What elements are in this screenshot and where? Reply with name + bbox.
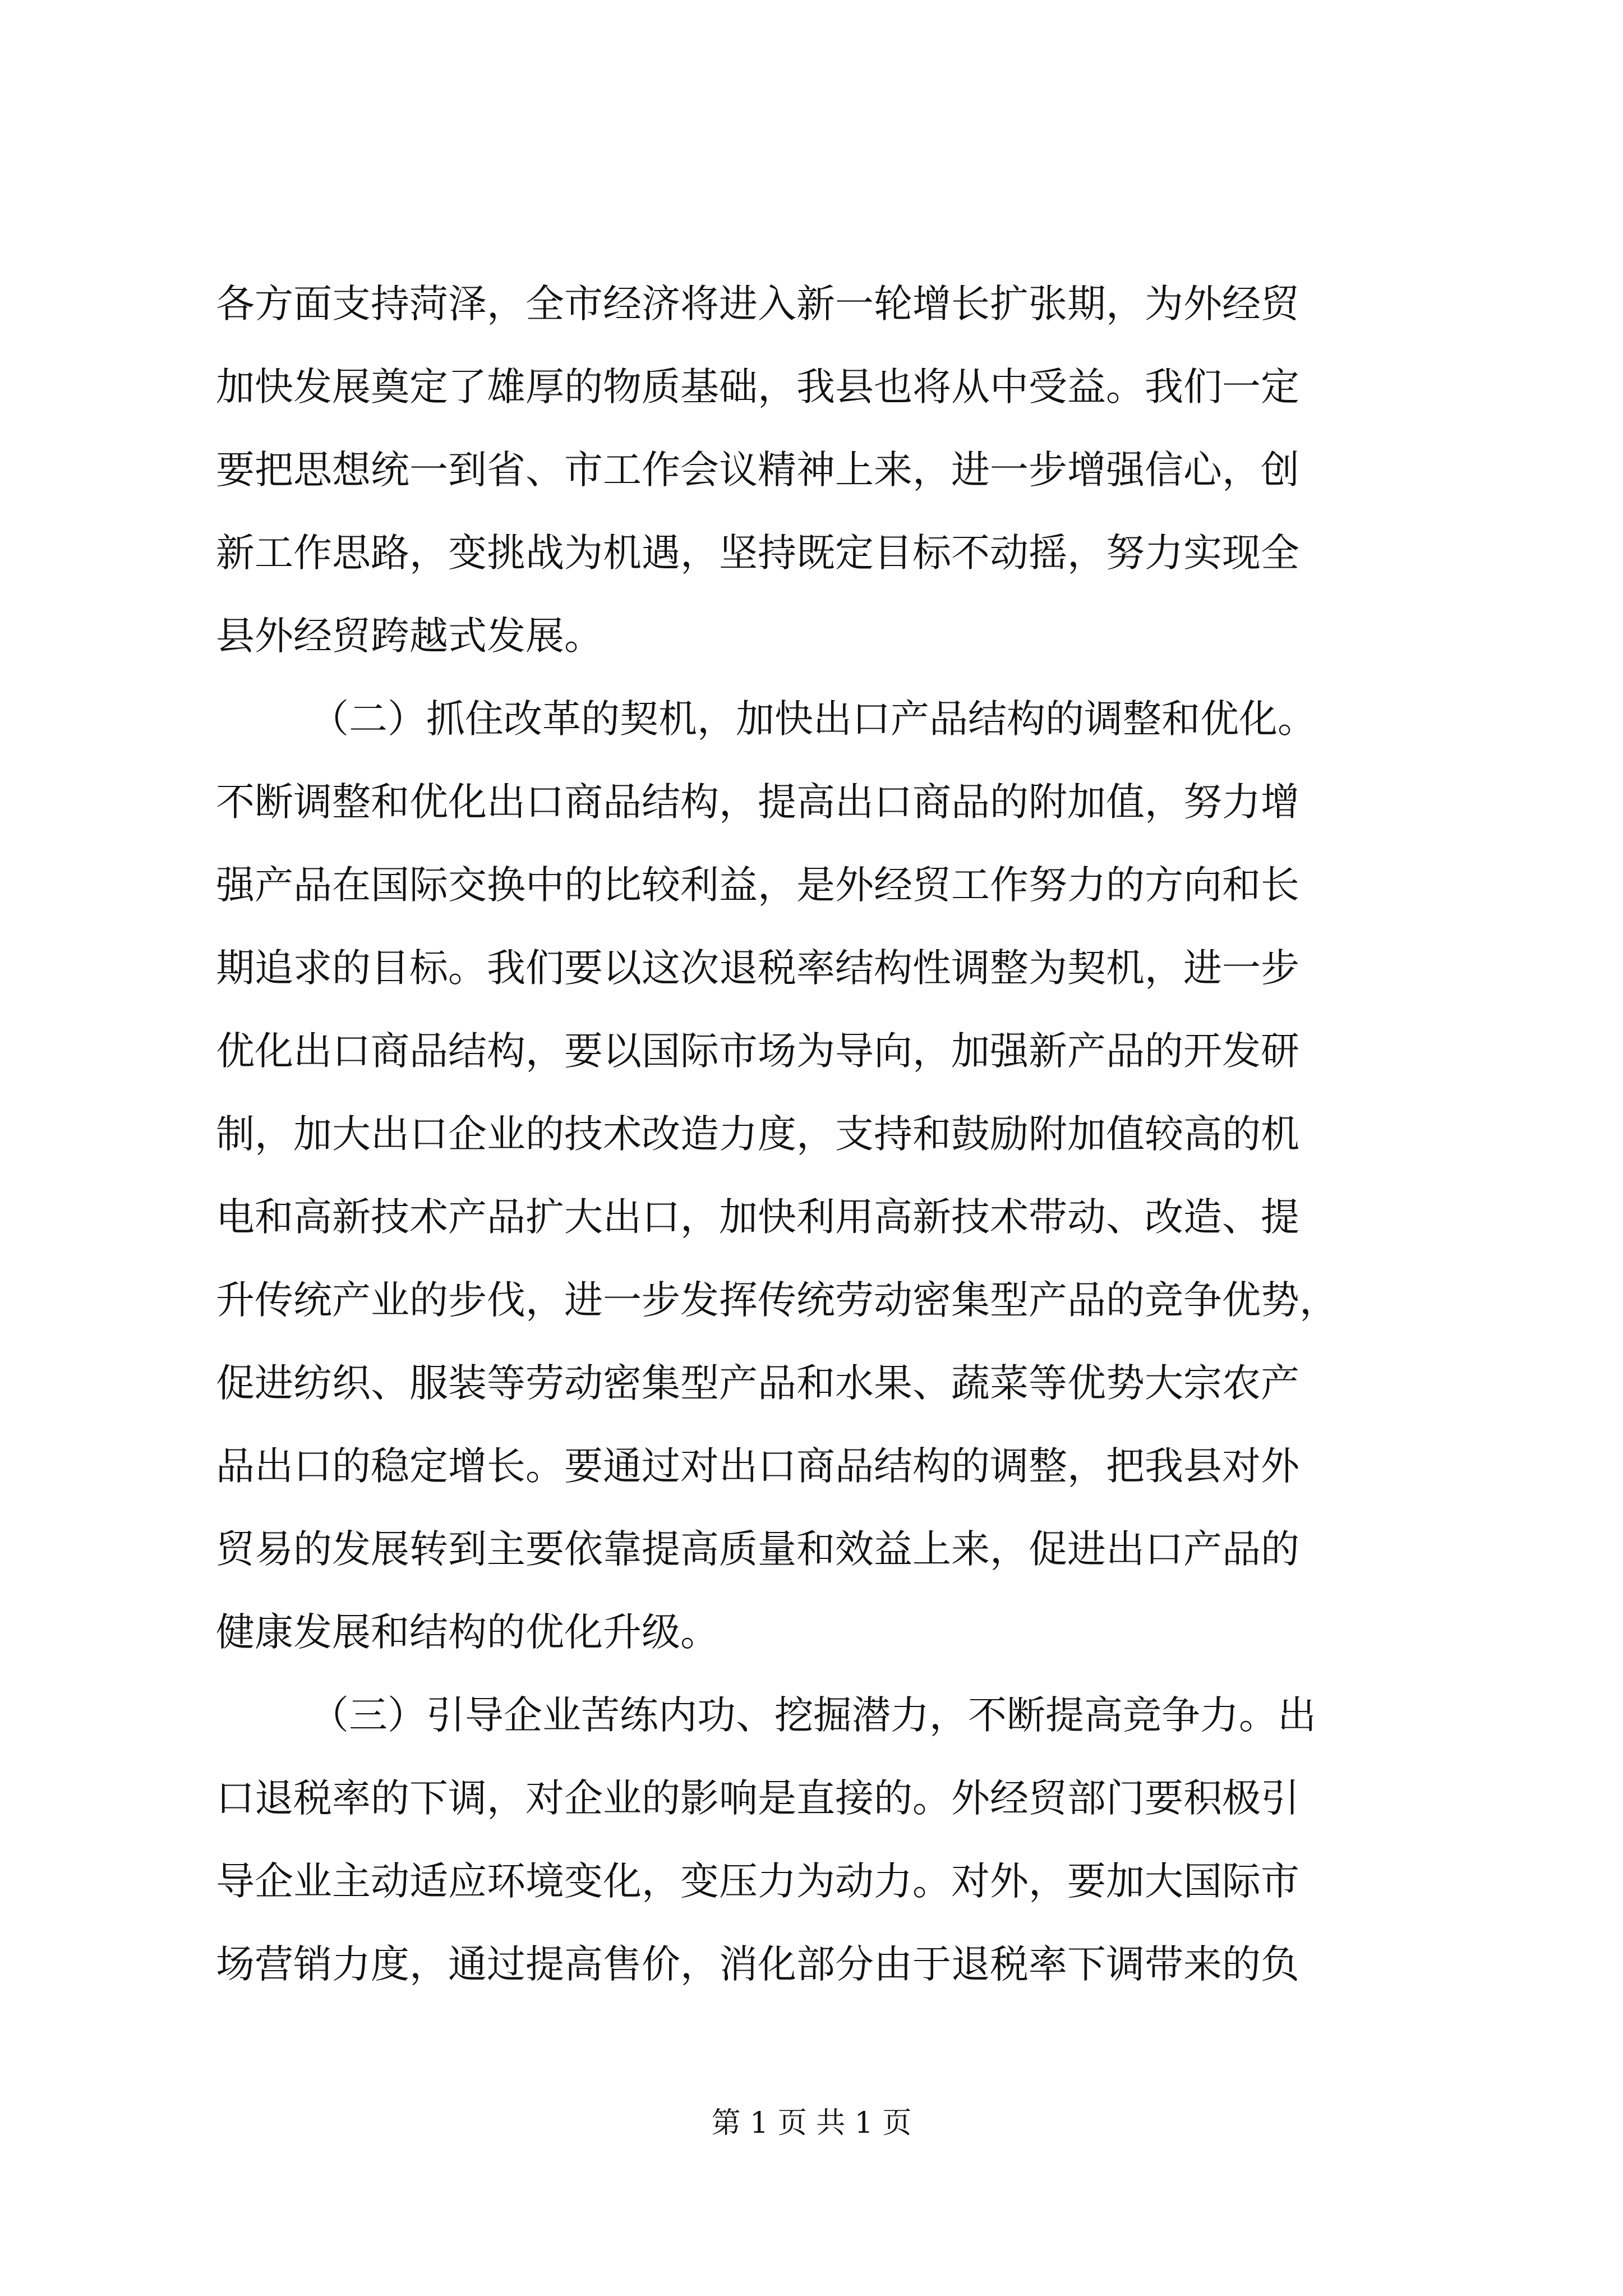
text-line: 口退税率的下调，对企业的影响是直接的。外经贸部门要积极引	[216, 1776, 1299, 1821]
text-line: 制，加大出口企业的技术改造力度，支持和鼓励附加值较高的机	[216, 1112, 1299, 1157]
section-heading-line: （二）抓住改革的契机，加快出口产品结构的调整和优化。	[310, 697, 1316, 742]
text-line: 不断调整和优化出口商品结构，提高出口商品的附加值，努力增	[216, 780, 1299, 825]
section-heading-line: （三）引导企业苦练内功、挖掘潜力，不断提高竞争力。出	[310, 1693, 1316, 1738]
text-line: 升传统产业的步伐，进一步发挥传统劳动密集型产品的竞争优势，	[216, 1278, 1338, 1323]
text-line: 场营销力度，通过提高售价，消化部分由于退税率下调带来的负	[216, 1942, 1299, 1987]
text-line: 贸易的发展转到主要依靠提高质量和效益上来，促进出口产品的	[216, 1527, 1299, 1572]
text-line: 优化出口商品结构，要以国际市场为导向，加强新产品的开发研	[216, 1029, 1299, 1074]
text-line: 品出口的稳定增长。要通过对出口商品结构的调整，把我县对外	[216, 1444, 1299, 1489]
page-number-label: 第 1 页 共 1 页	[711, 2106, 912, 2140]
text-line: 要把思想统一到省、市工作会议精神上来，进一步增强信心，创	[216, 448, 1299, 493]
text-line: 导企业主动适应环境变化，变压力为动力。对外，要加大国际市	[216, 1859, 1299, 1904]
text-line: 强产品在国际交换中的比较利益，是外经贸工作努力的方向和长	[216, 863, 1299, 908]
text-line: 促进纺织、服装等劳动密集型产品和水果、蔬菜等优势大宗农产	[216, 1361, 1299, 1406]
text-line: 各方面支持菏泽，全市经济将进入新一轮增长扩张期，为外经贸	[216, 282, 1299, 326]
text-line: 县外经贸跨越式发展。	[216, 614, 603, 659]
page-footer	[0, 2104, 1623, 2143]
text-line: 电和高新技术产品扩大出口，加快利用高新技术带动、改造、提	[216, 1195, 1299, 1240]
text-line: 健康发展和结构的优化升级。	[216, 1610, 719, 1655]
text-line: 新工作思路，变挑战为机遇，坚持既定目标不动摇，努力实现全	[216, 531, 1299, 576]
body-text	[216, 263, 1416, 2006]
text-line: 期追求的目标。我们要以这次退税率结构性调整为契机，进一步	[216, 946, 1299, 991]
text-line: 加快发展奠定了雄厚的物质基础，我县也将从中受益。我们一定	[216, 365, 1299, 409]
